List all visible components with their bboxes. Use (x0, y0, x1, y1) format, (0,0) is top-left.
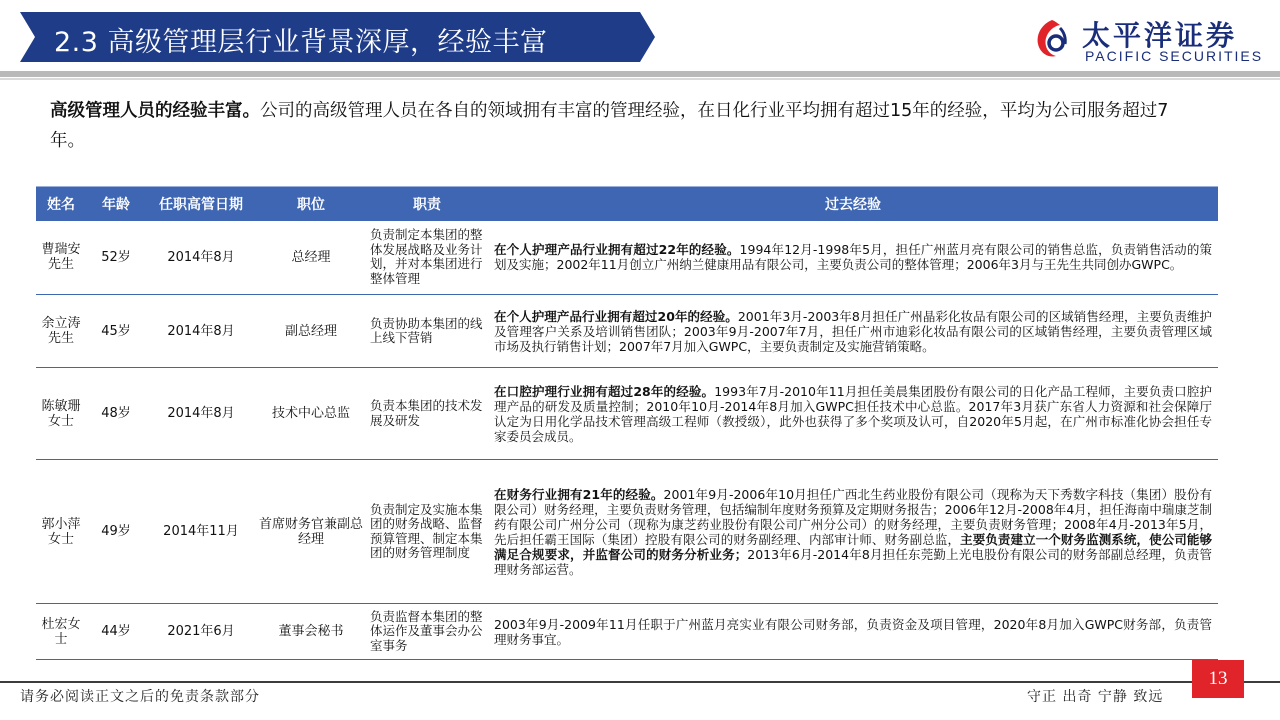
cell-name: 余立涛先生 (36, 295, 86, 368)
cell-experience (488, 604, 1218, 660)
header-experience: 过去经验 (488, 187, 1218, 221)
cell-duty: 负责本集团的技术发展及研发 (366, 368, 488, 460)
cell-position: 技术中心总监 (256, 368, 366, 460)
header-age: 年龄 (86, 187, 146, 221)
logo-chinese-name: 太平洋证券 (1082, 19, 1238, 52)
cell-date: 2014年11月 (146, 460, 256, 604)
experience-text: 2003年9月-2009年11月任职于广州蓝月亮实业有限公司财务部，负责资金及项目管理，2020年8月加入GWPC财务部，负责管理财务事宜。 (494, 616, 1212, 647)
cell-name: 曹瑞安先生 (36, 221, 86, 295)
cell-position: 副总经理 (256, 295, 366, 368)
footer-motto: 守正 出奇 宁静 致远 (1027, 689, 1164, 705)
cell-age: 49岁 (86, 460, 146, 604)
cell-age: 44岁 (86, 604, 146, 660)
intro-text: 公司的高级管理人员在各自的领域拥有丰富的管理经验，在日化行业平均拥有超过15年的经验，平均为公司服务超过7年。 (50, 101, 1169, 151)
cell-duty: 负责制定本集团的整体发展战略及业务计划，并对本集团进行整体管理 (366, 221, 488, 295)
header-name: 姓名 (36, 187, 86, 221)
cell-duty: 负责制定及实施本集团的财务战略、监督预算管理、制定本集团的财务管理制度 (366, 460, 488, 604)
footer-divider (0, 681, 1280, 683)
experience-highlight: 在个人护理产品行业拥有超过22年的经验。 (494, 242, 740, 258)
cell-age: 48岁 (86, 368, 146, 460)
header-position: 职位 (256, 187, 366, 221)
cell-position: 首席财务官兼副总经理 (256, 460, 366, 604)
cell-name: 郭小萍女士 (36, 460, 86, 604)
header-divider-thin (0, 78, 1280, 80)
table-row (36, 368, 1218, 460)
cell-duty: 负责协助本集团的线上线下营销 (366, 295, 488, 368)
table-row (36, 604, 1218, 660)
cell-name: 杜宏女士 (36, 604, 86, 660)
cell-experience (488, 460, 1218, 604)
experience-text-2: 2013年6月-2014年8月担任东莞勤上光电股份有限公司的财务部副总经理，负责管理财务部运营。 (494, 546, 1212, 577)
cell-date: 2014年8月 (146, 368, 256, 460)
intro-bold-lead: 高级管理人员的经验丰富。 (50, 101, 260, 121)
footer-disclaimer: 请务必阅读正文之后的免责条款部分 (20, 689, 260, 705)
table-header-row (36, 187, 1218, 221)
cell-name: 陈敏珊女士 (36, 368, 86, 460)
cell-date: 2014年8月 (146, 295, 256, 368)
experience-highlight: 在个人护理产品行业拥有超过20年的经验。 (494, 308, 738, 324)
cell-position: 总经理 (256, 221, 366, 295)
experience-text: 2001年3月-2003年8月担任广州晶彩化妆品有限公司的区域销售经理，主要负责维护及管理客户关系及培训销售团队；2003年9月-2007年7月，担任广州市迪彩化妆品有限公司的区域销售经理，主要负责管理区域市场及执行销售计划；2007年7月加入GWPC，主要负责制定及实施营销策略。 (494, 308, 1212, 354)
header-duty: 职责 (366, 187, 488, 221)
pacific-securities-logo-icon (1030, 16, 1074, 60)
cell-age: 45岁 (86, 295, 146, 368)
page-number-badge: 13 (1192, 660, 1244, 698)
experience-text: 2001年9月-2006年10月担任广西北生药业股份有限公司（现称为天下秀数字科技（集团）股份有限公司）财务经理，主要负责财务管理，包括编制年度财务预算及定期财务报告；2006年12月-2008年4月，担任海南中瑞康芝制药有限公司广州分公司（现称为康芝药业股份有限公司广州分公司）的财务经理，主要负责财务管理；2008年4月-2013年5月，先后担任霸王国际（集团）控股有限公司的财务副经理、内部审计师、财务副总监， (494, 486, 1212, 547)
executive-table (36, 186, 1218, 660)
table-row (36, 295, 1218, 368)
cell-experience (488, 221, 1218, 295)
cell-duty: 负责监督本集团的整体运作及董事会办公室事务 (366, 604, 488, 660)
logo-english-name: PACIFIC SECURITIES (1085, 48, 1264, 64)
experience-highlight-2: 主要负责建立一个财务监测系统，使公司能够满足合规要求，并监督公司的财务分析业务； (494, 531, 1212, 562)
page-title: 2.3 高级管理层行业背景深厚，经验丰富 (54, 27, 548, 58)
company-logo (1030, 10, 1270, 68)
experience-highlight: 在财务行业拥有21年的经验。 (494, 486, 664, 502)
cell-experience (488, 368, 1218, 460)
intro-paragraph (50, 96, 1180, 156)
cell-age: 52岁 (86, 221, 146, 295)
cell-date: 2021年6月 (146, 604, 256, 660)
experience-text: 1993年7月-2010年11月担任美晨集团股份有限公司的日化产品工程师，主要负责口腔护理产品的研发及质量控制；2010年10月-2014年8月加入GWPC担任技术中心总监。2017年3月获广东省人力资源和社会保障厅认定为日用化学品技术管理高级工程师（教授级），此外也获得了多个奖项及认可，自2020年5月起，在广州市标准化协会担任专家委员会成员。 (494, 383, 1212, 444)
experience-highlight: 在口腔护理行业拥有超过28年的经验。 (494, 383, 715, 399)
header-date: 任职高管日期 (146, 187, 256, 221)
title-banner (0, 12, 655, 62)
cell-experience (488, 295, 1218, 368)
table-row (36, 221, 1218, 295)
cell-date: 2014年8月 (146, 221, 256, 295)
cell-position: 董事会秘书 (256, 604, 366, 660)
header-divider (0, 71, 1280, 77)
experience-text: 1994年12月-1998年5月，担任广州蓝月亮有限公司的销售总监，负责销售活动的策划及实施；2002年11月创立广州纳兰健康用品有限公司，主要负责公司的整体管理；2006年3月与王先生共同创办GWPC。 (494, 242, 1212, 273)
table-row (36, 460, 1218, 604)
